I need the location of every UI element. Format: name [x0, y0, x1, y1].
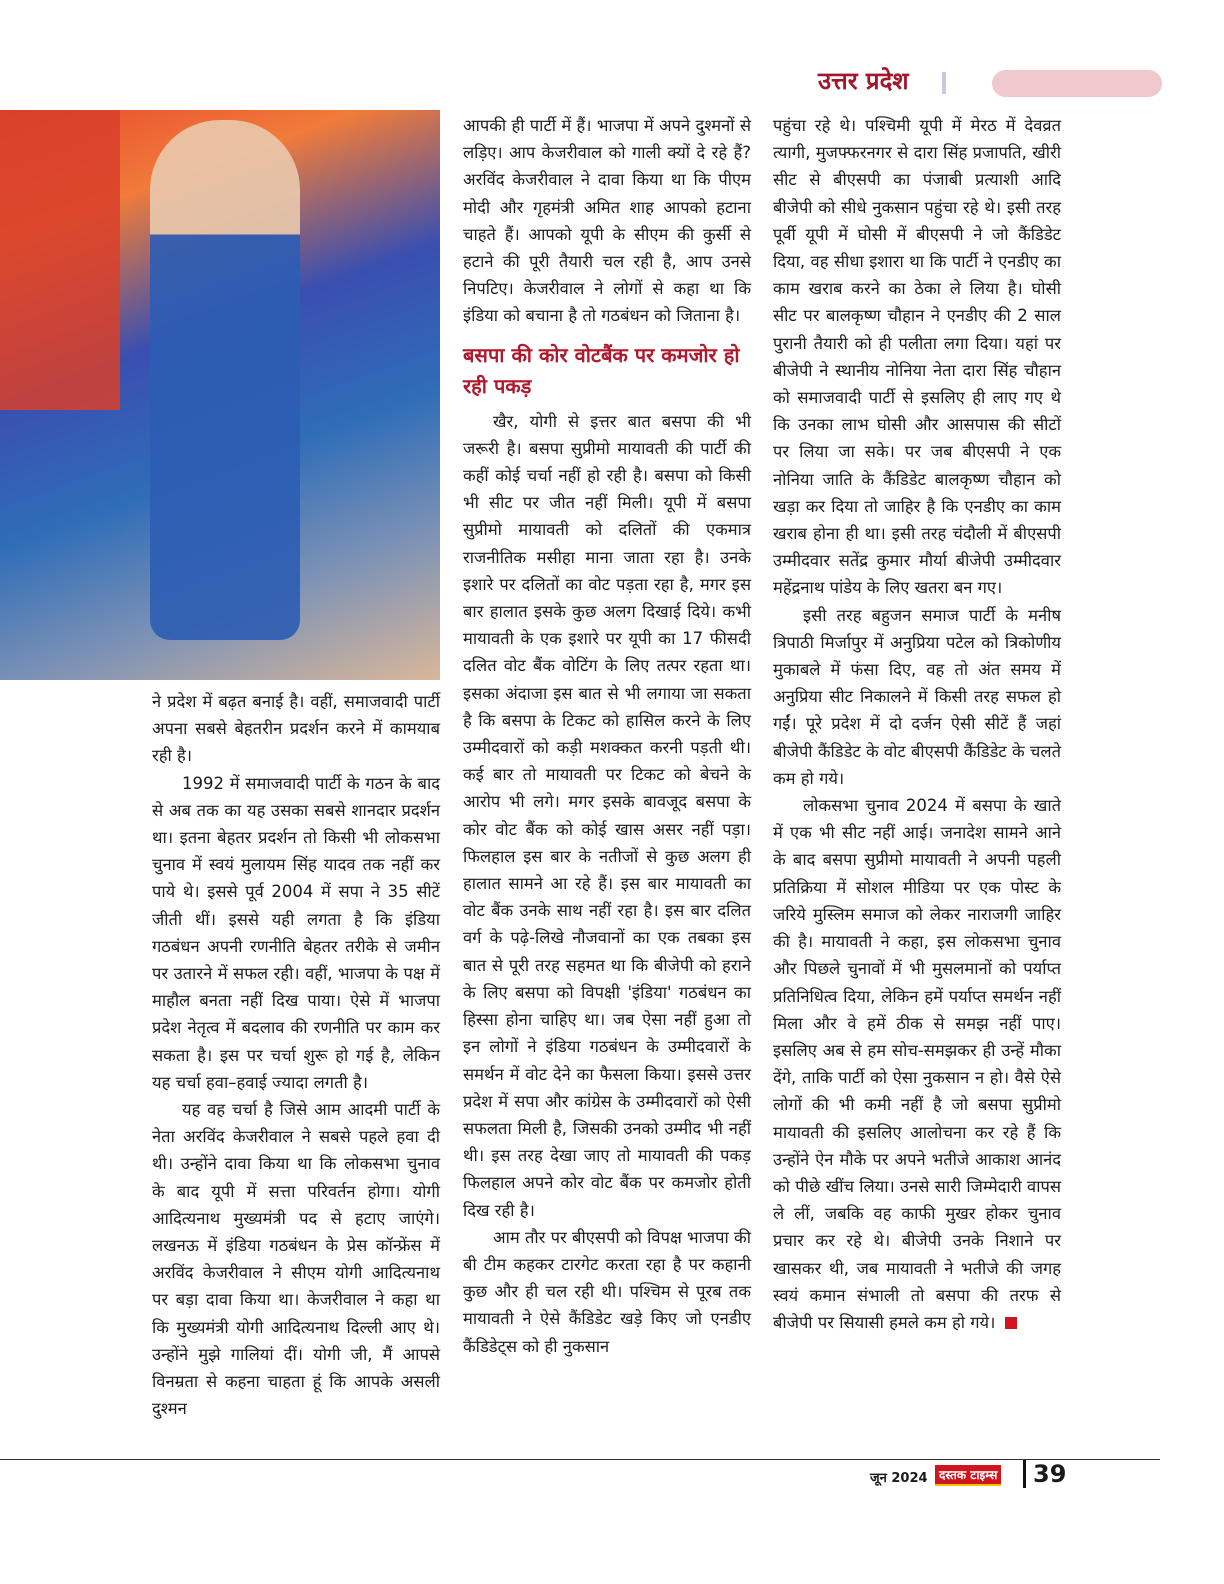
photo-figure-shape — [150, 120, 300, 640]
article-column-3 — [773, 112, 1061, 1336]
paragraph: यह वह चर्चा है जिसे आम आदमी पार्टी के नेता अरविंद केजरीवाल ने सबसे पहले हवा दी थी। उन्होंने दावा किया था कि लोकसभा चुनाव के बाद यूपी में सत्ता परिवर्तन होगा। योगी आदित्यनाथ मुख्यमंत्री पद से हटाए जाएंगे। लखनऊ में इंडिया गठबंधन के प्रेस कॉन्फ्रेंस में अरविंद केजरीवाल ने सीएम योगी आदित्यनाथ पर बड़ा दावा किया था। केजरीवाल ने कहा था कि मुख्यमंत्री योगी आदित्यनाथ दिल्ली आए थे। उन्होंने मुझे गालियां दीं। योगी जी, मैं आपसे विनम्रता से कहना चाहता हूं कि आपके असली दुश्मन — [152, 1100, 440, 1419]
paragraph: ने प्रदेश में बढ़त बनाई है। वहीं, समाजवादी पार्टी अपना सबसे बेहतरीन प्रदर्शन करने में कामयाब रही है। — [152, 692, 440, 766]
footer-separator — [1023, 1460, 1026, 1488]
paragraph: आपकी ही पार्टी में हैं। भाजपा में अपने दुश्मनों से लड़िए। आप केजरीवाल को गाली क्यों दे रहे हैं? अरविंद केजरीवाल ने दावा किया था कि पीएम मोदी और गृहमंत्री अमित शाह आपको हटाना चाहते हैं। आपको यूपी के सीएम की कुर्सी से हटाने की पूरी तैयारी चल रही है, आप उनसे निपटिए। केजरीवाल ने लोगों से कहा था कि इंडिया को बचाना है तो गठबंधन को जिताना है। — [463, 116, 751, 326]
page-number: 39 — [1033, 1460, 1067, 1488]
footer-date: जून 2024 — [870, 1471, 928, 1486]
header-divider — [942, 72, 946, 94]
paragraph: इसी तरह बहुजन समाज पार्टी के मनीष त्रिपाठी मिर्जापुर में अनुप्रिया पटेल को त्रिकोणीय मुकाबले में फंसा दिए, वह तो अंत समय में अनुप्रिया सीट निकालने में किसी तरह सफल हो गईं। पूरे प्रदेश में दो दर्जन ऐसी सीटें हैं जहां बीजेपी कैंडिडेट के वोट बीएसपी कैंडिडेट के चलते कम हो गये। — [773, 605, 1061, 788]
article-photo — [0, 110, 440, 680]
paragraph: पहुंचा रहे थे। पश्चिमी यूपी में मेरठ में देवव्रत त्यागी, मुजफ्फरनगर से दारा सिंह प्रजापति, खीरी सीट से बीएसपी का पंजाबी प्रत्याशी आदि बीजेपी को सीधे नुकसान पहुंचा रहे थे। इसी तरह पूर्वी यूपी में घोसी में बीएसपी ने जो कैंडिडेट दिया, वह सीधा इशारा था कि पार्टी ने एनडीए का काम खराब करने का ठेका ले लिया है। घोसी सीट पर बालकृष्ण चौहान ने एनडीए की 2 साल पुरानी तैयारी को ही पलीता लगा दिया। यहां पर बीजेपी ने स्थानीय नोनिया नेता दारा सिंह चौहान को समाजवादी पार्टी से इसलिए ही लाए गए थे कि उनका लाभ घोसी और आसपास की सीटों पर लिया जा सके। पर जब बीएसपी ने एक नोनिया जाति के कैंडिडेट बालकृष्ण चौहान को खड़ा कर दिया तो जाहिर है कि एनडीए का काम खराब होना ही था। इसी तरह चंदौली में बीएसपी उम्मीदवार सतेंद्र कुमार मौर्या बीजेपी उम्मीदवार महेंद्रनाथ पांडेय के लिए खतरा बन गए। — [773, 116, 1061, 598]
paragraph — [773, 792, 1061, 1336]
end-mark-icon — [1005, 1317, 1017, 1329]
section-title: उत्तर प्रदेश — [818, 67, 909, 95]
paragraph: आम तौर पर बीएसपी को विपक्ष भाजपा की बी टीम कहकर टारगेट करता रहा है पर कहानी कुछ और ही चल रही थी। पश्चिम से पूरब तक मायावती ने ऐसे कैंडिडेट खड़े किए जो एनडीए कैंडिडेट्स को ही नुकसान — [463, 1227, 751, 1356]
paragraph-text: लोकसभा चुनाव 2024 में बसपा के खाते में एक भी सीट नहीं आई। जनादेश सामने आने के बाद बसपा सुप्रीमो मायावती ने अपनी पहली प्रतिक्रिया में सोशल मीडिया पर एक पोस्ट के जरिये मुस्लिम समाज को लेकर नाराजगी जाहिर की है। मायावती ने कहा, इस लोकसभा चुनाव और पिछले चुनावों में भी मुसलमानों को पर्याप्त प्रतिनिधित्व दिया, लेकिन हमें पर्याप्त समर्थन नहीं मिला और वे हमें ठीक से समझ नहीं पाए। इसलिए अब से हम सोच-समझकर ही उन्हें मौका देंगे, ताकि पार्टी को ऐसा नुकसान न हो। वैसे ऐसे लोगों की भी कमी नहीं है जो बसपा सुप्रीमो मायावती की इसलिए आलोचना कर रहे हैं कि उन्होंने ऐन मौके पर अपने भतीजे आकाश आनंद को पीछे खींच लिया। उनसे सारी जिम्मेदारी वापस ले लीं, जबकि वह काफी मुखर होकर चुनाव प्रचार कर रहे थे। बीजेपी उनके निशाने पर खासकर थी, जब मायावती ने भतीजे की जगह स्वयं कमान संभाली तो बसपा की तरफ से बीजेपी पर सियासी हमले कम हो गये। — [773, 796, 1061, 1332]
paragraph: खैर, योगी से इत्तर बात बसपा की भी जरूरी है। बसपा सुप्रीमो मायावती की पार्टी की कहीं कोई चर्चा नहीं हो रही है। बसपा को किसी भी सीट पर जीत नहीं मिली। यूपी में बसपा सुप्रीमो मायावती को दलितों की एकमात्र राजनीतिक मसीहा माना जाता रहा है। उनके इशारे पर दलितों का वोट पड़ता रहा है, मगर इस बार हालात इसके कुछ अलग दिखाई दिये। कभी मायावती के एक इशारे पर यूपी का 17 फीसदी दलित वोट बैंक वोटिंग के लिए तत्पर रहता था। इसका अंदाजा इस बात से भी लगाया जा सकता है कि बसपा के टिकट को हासिल करने के लिए उम्मीदवारों को कड़ी मशक्कत करनी पड़ती थी। कई बार तो मायावती पर टिकट को बेचने के आरोप भी लगे। मगर इसके बावजूद बसपा के कोर वोट बैंक को कोई खास असर नहीं पड़ा। फिलहाल इस बार के नतीजों से कुछ अलग ही हालात सामने आ रहे हैं। इस बार मायावती का वोट बैंक उनके साथ नहीं रहा है। इस बार दलित वर्ग के पढ़े-लिखे नौजवानों का एक तबका इस बात से पूरी तरह सहमत था कि बीजेपी को हराने के लिए बसपा को विपक्षी 'इंडिया' गठबंधन का हिस्सा होना चाहिए था। जब ऐसा नहीं हुआ तो इन लोगों ने इंडिया गठबंधन के उम्मीदवारों के समर्थन में वोट देने का फैसला किया। इससे उत्तर प्रदेश में सपा और कांग्रेस के उम्मीदवारों को ऐसी सफलता मिली है, जिसकी उनको उम्मीद भी नहीं थी। इस तरह देखा जाए तो मायावती की पकड़ फिलहाल अपने कोर वोट बैंक पर कमजोर होती दिख रही है। — [463, 411, 751, 1220]
subheading: बसपा की कोर वोटबैंक पर कमजोर हो रही पकड़ — [463, 342, 740, 398]
footer-rule — [0, 1459, 1160, 1460]
magazine-logo: दस्तक टाइम्स — [935, 1465, 1001, 1486]
article-column-1 — [152, 688, 440, 1422]
article-column-2 — [463, 112, 751, 1360]
paragraph: 1992 में समाजवादी पार्टी के गठन के बाद से अब तक का यह उसका सबसे शानदार प्रदर्शन था। इतना बेहतर प्रदर्शन तो किसी भी लोकसभा चुनाव में स्वयं मुलायम सिंह यादव तक नहीं कर पाये थे। इससे पूर्व 2004 में सपा ने 35 सीटें जीती थीं। इससे यही लगता है कि इंडिया गठबंधन अपनी रणनीति बेहतर तरीके से जमीन पर उतारने में सफल रही। वहीं, भाजपा के पक्ष में माहौल बनता नहीं दिख पाया। ऐसे में भाजपा प्रदेश नेतृत्व में बदलाव की रणनीति पर काम कर सकता है। इस पर चर्चा शुरू हो गई है, लेकिन यह चर्चा हवा–हवाई ज्यादा लगती है। — [152, 773, 440, 1092]
photo-banner-shape — [0, 110, 120, 410]
header-decoration-pill — [992, 70, 1162, 97]
